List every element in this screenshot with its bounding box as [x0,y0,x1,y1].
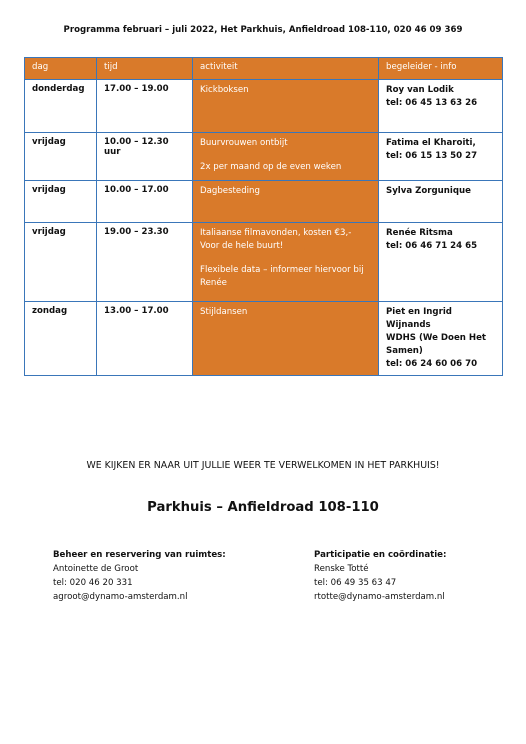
activity-line: 2x per maand op de even weken [200,162,342,172]
welcome-message: WE KIJKEN ER NAAR UIT JULLIE WEER TE VERWELKOMEN IN HET PARKHUIS! [86,460,440,471]
activity-line: Renée [200,278,227,288]
contact-block-participation [314,548,446,604]
column-header-day: dag [25,58,97,80]
info-cell [379,133,503,181]
contact-phone: tel: 06 49 35 63 47 [314,578,397,588]
table-row [25,223,503,302]
info-line: tel: 06 24 60 06 70 [386,359,478,369]
table-row [25,181,503,223]
info-line: tel: 06 15 13 50 27 [386,151,478,161]
column-header-info: begeleider - info [379,58,503,80]
activity-line: Flexibele data – informeer hiervoor bij [200,265,364,275]
contact-name: Renske Totté [314,564,369,574]
activity-cell [193,80,379,133]
info-cell [379,80,503,133]
activity-line: Voor de hele buurt! [200,241,284,251]
time-cell: 10.00 – 12.30 uur [97,133,193,181]
info-line: tel: 06 46 71 24 65 [386,241,478,251]
day-cell: vrijdag [25,181,97,223]
info-line: Piet en Ingrid Wijnands [386,307,452,330]
day-cell: donderdag [25,80,97,133]
info-line: Samen) [386,346,423,356]
contact-title: Participatie en coördinatie: [314,550,447,560]
time-cell: 19.00 – 23.30 [97,223,193,302]
activity-cell [193,133,379,181]
contact-phone: tel: 020 46 20 331 [53,578,133,588]
time-cell: 17.00 – 19.00 [97,80,193,133]
time-cell: 13.00 – 17.00 [97,302,193,376]
activity-line: Italiaanse filmavonden, kosten €3,- [200,228,352,238]
info-line: Sylva Zorgunique [386,186,471,196]
info-cell [379,302,503,376]
info-line: Roy van Lodik [386,85,454,95]
info-cell [379,223,503,302]
column-header-time: tijd [97,58,193,80]
contact-block-management [53,548,226,604]
day-cell: vrijdag [25,133,97,181]
location-title: Parkhuis – Anfieldroad 108-110 [147,500,379,515]
schedule-table [24,57,503,376]
day-cell: zondag [25,302,97,376]
activity-line: Stijldansen [200,307,248,317]
info-line: Fatima el Kharoiti, [386,138,476,148]
activity-cell [193,302,379,376]
contact-email[interactable]: agroot@dynamo-amsterdam.nl [53,592,188,602]
activity-line [200,150,371,161]
page-header: Programma februari – juli 2022, Het Parkhuis, Anfieldroad 108-110, 020 46 09 369 [63,25,463,35]
table-row [25,302,503,376]
info-line: tel: 06 45 13 63 26 [386,98,478,108]
time-cell: 10.00 – 17.00 [97,181,193,223]
table-row [25,80,503,133]
contact-name: Antoinette de Groot [53,564,139,574]
table-row [25,133,503,181]
info-line: Renée Ritsma [386,228,453,238]
day-cell: vrijdag [25,223,97,302]
activity-cell [193,181,379,223]
info-line: WDHS (We Doen Het [386,333,487,343]
activity-line: Buurvrouwen ontbijt [200,138,288,148]
activity-line: Dagbesteding [200,186,260,196]
contact-title: Beheer en reservering van ruimtes: [53,550,226,560]
activity-cell [193,223,379,302]
info-cell [379,181,503,223]
table-header-row [25,58,503,80]
activity-line: Kickboksen [200,85,249,95]
contact-email[interactable]: rtotte@dynamo-amsterdam.nl [314,592,445,602]
activity-line [200,253,371,264]
column-header-activity: activiteit [193,58,379,80]
